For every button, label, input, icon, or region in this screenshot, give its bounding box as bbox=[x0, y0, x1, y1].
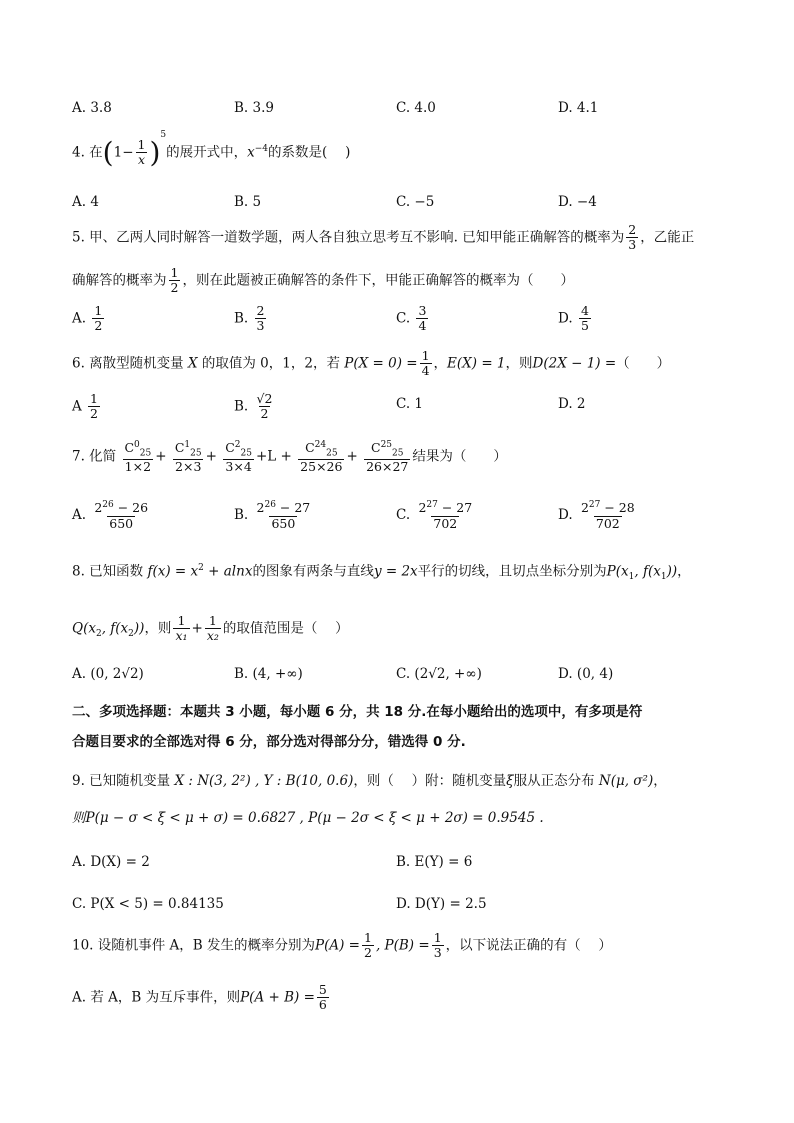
q4-option-c: C. −5 bbox=[396, 194, 435, 210]
q3-option-c: C. 4.0 bbox=[396, 100, 436, 116]
question-9-line-1: 9. 已知随机变量 X : N(3, 2²) , Y : B(10, 0.6)，则（ ）附：随机变量ξ服从正态分布 N(μ, σ²)， bbox=[72, 773, 667, 789]
q3-option-b: B. 3.9 bbox=[234, 100, 274, 116]
section-2-heading-line-2: 合题目要求的全部选对得 6 分，部分选对得部分分，错选得 0 分. bbox=[72, 734, 466, 750]
q3-option-d: D. 4.1 bbox=[558, 100, 599, 116]
question-9-line-2: 则P(μ − σ < ξ < μ + σ) = 0.6827 , P(μ − 2σ < ξ < μ + 2σ) = 0.9545 . bbox=[72, 810, 544, 826]
q5-option-b: B. $\frac{2}{3}$ bbox=[234, 303, 265, 334]
q6-option-d: D. 2 bbox=[558, 396, 586, 412]
q7-option-a: A. $\frac{2^{26} - 26}{650}$ bbox=[72, 500, 149, 531]
q5-option-a: A. $\frac{1}{2}$ bbox=[72, 303, 103, 334]
q10-option-a: A. 若 A，B 为互斥事件，则P(A + B) = $\frac{5}{6}$ bbox=[72, 982, 327, 1013]
question-5-line-1: 5. 甲、乙两人同时解答一道数学题，两人各自独立思考互不影响. 已知甲能正确解答的概率为 $\frac{2}{3}$ ，乙能正 bbox=[72, 222, 695, 253]
q9-option-d: D. D(Y) = 2.5 bbox=[396, 896, 487, 912]
question-7: 7. 化简 $\frac{C^0_{25}}{1\times 2}$ + $\frac{C^1_{25}}{2\times 3}$ + $\frac{C^2_{25}}{3\times 4}$ +L + $\frac{C^{24}_{25}}{25\times 26}$ + $\frac{C^{25}_{25}}{26\times 27}$ 结果为（ ） bbox=[72, 440, 507, 474]
q8-option-a: A. (0, 2√2) bbox=[72, 666, 144, 682]
question-5-line-2: 确解答的概率为 $\frac{1}{2}$ ，则在此题被正确解答的条件下，甲能正确解答的概率为（ ） bbox=[72, 265, 574, 296]
question-8-line-1: 8. 已知函数 $f(x) = x^2 + alnx$的图象有两条与直线y = 2x平行的切线，且切点坐标分别为$P(x_1$, $f(x_1)$)， bbox=[72, 563, 691, 583]
q6-option-b: B. $\frac{√2}{2}$ bbox=[234, 391, 273, 422]
q7-option-b: B. $\frac{2^{26} - 27}{650}$ bbox=[234, 500, 311, 531]
q5-option-d: D. $\frac{4}{5}$ bbox=[558, 303, 589, 334]
q9-option-b: B. E(Y) = 6 bbox=[396, 854, 473, 870]
q3-option-a: A. 3.8 bbox=[72, 100, 112, 116]
q5-option-c: C. $\frac{3}{4}$ bbox=[396, 303, 427, 334]
q7-option-c: C. $\frac{2^{27} - 27}{702}$ bbox=[396, 500, 473, 531]
q9-option-a: A. D(X) = 2 bbox=[72, 854, 150, 870]
q8-option-c: C. (2√2, +∞) bbox=[396, 666, 482, 682]
q4-option-d: D. −4 bbox=[558, 194, 597, 210]
q9-option-c: C. P(X < 5) = 0.84135 bbox=[72, 896, 224, 912]
section-2-heading-line-1: 二、多项选择题：本题共 3 小题，每小题 6 分，共 18 分.在每小题给出的选项中，有多项是符 bbox=[72, 704, 643, 720]
question-8-line-2: $Q(x_2$, $f(x_2)$)，则 $\frac{1}{\text{x₁}}$ + $\frac{1}{\text{x₂}}$ 的取值范围是（ ） bbox=[72, 613, 349, 644]
question-4: 4. 在(1− $\frac{1}{x}$ )$^5$的展开式中，$x^{-4}$的系数是( ) bbox=[72, 129, 351, 169]
question-10: 10. 设随机事件 A，B 发生的概率分别为P(A) = $\frac{1}{2}$ , P(B) = $\frac{1}{3}$ ，以下说法正确的有（ ） bbox=[72, 930, 612, 961]
q8-option-b: B. (4, +∞) bbox=[234, 666, 303, 682]
q6-option-a: A $\frac{1}{2}$ bbox=[72, 391, 98, 422]
q4-option-a: A. 4 bbox=[72, 194, 99, 210]
question-6: 6. 离散型随机变量 X 的取值为 0，1，2，若 P(X = 0) = $\frac{1}{4}$ ，E(X) = 1，则D(2X − 1) =（ ） bbox=[72, 348, 671, 379]
q7-option-d: D. $\frac{2^{27} - 28}{702}$ bbox=[558, 500, 635, 531]
q4-option-b: B. 5 bbox=[234, 194, 262, 210]
q6-option-c: C. 1 bbox=[396, 396, 424, 412]
q8-option-d: D. (0, 4) bbox=[558, 666, 614, 682]
